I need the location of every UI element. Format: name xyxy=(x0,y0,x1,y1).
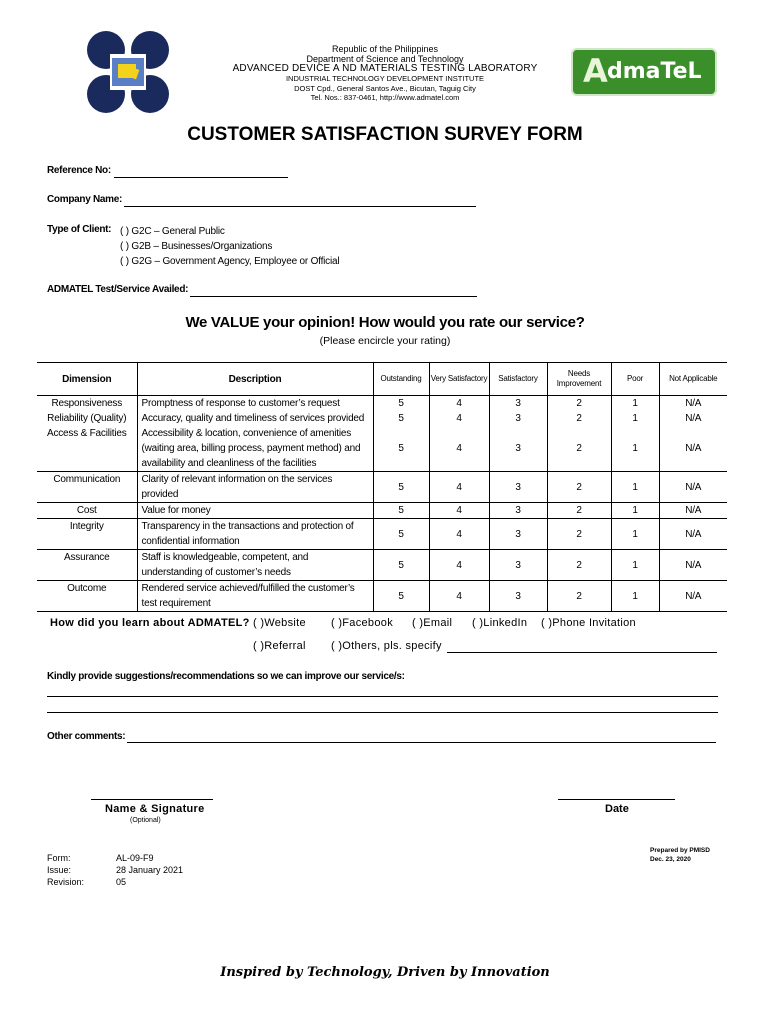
rating-5[interactable]: 5 xyxy=(373,472,429,503)
rating-5[interactable]: 5 xyxy=(373,550,429,581)
contact-text: Tel. Nos.: 837-0461, http://www.admatel.com xyxy=(310,93,460,102)
rating-4[interactable]: 4 xyxy=(429,472,489,503)
rating-na[interactable]: N/A xyxy=(659,472,727,503)
form-info-labels xyxy=(47,852,84,888)
row-description: Accessibility & location, convenience of amenities (waiting area, billing process, payment method) and availability and cleanliness of the facilities xyxy=(137,426,373,472)
rating-2[interactable]: 2 xyxy=(547,426,611,472)
rating-5[interactable]: 5 xyxy=(373,426,429,472)
admatel-logo xyxy=(571,48,717,96)
company-label: Company Name: xyxy=(47,194,123,205)
company-input[interactable] xyxy=(124,206,476,207)
rating-4[interactable]: 4 xyxy=(429,411,489,426)
rating-1[interactable]: 1 xyxy=(611,396,659,412)
table-row xyxy=(37,550,727,581)
rating-2[interactable]: 2 xyxy=(547,519,611,550)
col-very-satisfactory: Very Satisfactory xyxy=(429,363,489,396)
dost-logo xyxy=(84,28,172,116)
table-row xyxy=(37,426,727,472)
issue-label: Issue: xyxy=(47,865,72,875)
rating-1[interactable]: 1 xyxy=(611,519,659,550)
name-signature-label: Name & Signature xyxy=(105,803,205,815)
prepared-by: Prepared by PMISD xyxy=(650,847,710,854)
rating-1[interactable]: 1 xyxy=(611,550,659,581)
letterhead xyxy=(230,44,540,103)
row-description: Accuracy, quality and timeliness of services provided xyxy=(137,411,373,426)
admatel-logo-initial: A xyxy=(583,52,608,90)
revision-value: 05 xyxy=(116,877,127,887)
learn-referral[interactable]: ( )Referral xyxy=(253,640,306,652)
department-text: Department of Science and Technology xyxy=(306,54,464,64)
learn-phone[interactable]: ( )Phone Invitation xyxy=(541,617,636,629)
table-row xyxy=(37,472,727,503)
republic-text: Republic of the Philippines xyxy=(331,44,439,54)
rating-3[interactable]: 3 xyxy=(489,581,547,612)
row-dimension: Integrity xyxy=(37,519,137,550)
rating-4[interactable]: 4 xyxy=(429,550,489,581)
row-description: Transparency in the transactions and protection of confidential information xyxy=(137,519,373,550)
rating-4[interactable]: 4 xyxy=(429,519,489,550)
table-row xyxy=(37,411,727,426)
row-description: Promptness of response to customer’s request xyxy=(137,396,373,412)
learn-question: How did you learn about ADMATEL? xyxy=(50,617,250,629)
rating-1[interactable]: 1 xyxy=(611,472,659,503)
rating-3[interactable]: 3 xyxy=(489,426,547,472)
comments-label: Other comments: xyxy=(47,731,126,742)
rating-subheading: (Please encircle your rating) xyxy=(319,335,451,347)
table-row xyxy=(37,503,727,519)
col-satisfactory: Satisfactory xyxy=(489,363,547,396)
rating-3[interactable]: 3 xyxy=(489,519,547,550)
client-type-options xyxy=(120,224,339,269)
rating-5[interactable]: 5 xyxy=(373,503,429,519)
rating-2[interactable]: 2 xyxy=(547,550,611,581)
row-dimension: Cost xyxy=(37,503,137,519)
table-row xyxy=(37,581,727,612)
col-outstanding: Outstanding xyxy=(373,363,429,396)
rating-5[interactable]: 5 xyxy=(373,519,429,550)
rating-1[interactable]: 1 xyxy=(611,426,659,472)
learn-website[interactable]: ( )Website xyxy=(253,617,306,629)
rating-na[interactable]: N/A xyxy=(659,396,727,412)
prepared-date: Dec. 23, 2020 xyxy=(650,856,691,863)
reference-label: Reference No: xyxy=(47,165,111,176)
rating-1[interactable]: 1 xyxy=(611,503,659,519)
col-poor: Poor xyxy=(611,363,659,396)
learn-facebook[interactable]: ( )Facebook xyxy=(331,617,393,629)
row-dimension: Communication xyxy=(37,472,137,503)
rating-2[interactable]: 2 xyxy=(547,472,611,503)
rating-na[interactable]: N/A xyxy=(659,519,727,550)
rating-3[interactable]: 3 xyxy=(489,503,547,519)
issue-value: 28 January 2021 xyxy=(116,865,184,875)
client-option-g2g[interactable]: ( ) G2G – Government Agency, Employee or Official xyxy=(120,256,340,267)
optional-note: (Optional) xyxy=(130,817,161,824)
rating-na[interactable]: N/A xyxy=(659,411,727,426)
rating-4[interactable]: 4 xyxy=(429,396,489,412)
suggestions-line-2[interactable] xyxy=(47,712,718,713)
row-description: Value for money xyxy=(137,503,373,519)
form-label: Form: xyxy=(47,853,71,863)
tagline: Inspired by Technology, Driven by Innovation xyxy=(220,965,550,980)
rating-4[interactable]: 4 xyxy=(429,503,489,519)
row-dimension: Reliability (Quality) xyxy=(47,413,127,424)
signature-input[interactable] xyxy=(91,799,213,800)
table-header xyxy=(37,363,727,396)
rating-3[interactable]: 3 xyxy=(489,550,547,581)
form-title: CUSTOMER SATISFACTION SURVEY FORM xyxy=(187,124,583,145)
lab-name: ADVANCED DEVICE A ND MATERIALS TESTING LABORATORY xyxy=(232,63,538,74)
learn-others[interactable]: ( )Others, pls. specify xyxy=(331,640,442,652)
rating-5[interactable]: 5 xyxy=(373,411,429,426)
suggestions-line-1[interactable] xyxy=(47,696,718,697)
others-specify-input[interactable] xyxy=(447,652,717,653)
learn-linkedin[interactable]: ( )LinkedIn xyxy=(472,617,528,629)
rating-3[interactable]: 3 xyxy=(489,396,547,412)
rating-3[interactable]: 3 xyxy=(489,472,547,503)
rating-na[interactable]: N/A xyxy=(659,503,727,519)
col-needs-improvement: Needs Improvement xyxy=(547,363,611,396)
rating-4[interactable]: 4 xyxy=(429,581,489,612)
row-dimension: Responsiveness xyxy=(51,398,123,409)
revision-label: Revision: xyxy=(47,877,85,887)
row-description: Clarity of relevant information on the services provided xyxy=(137,472,373,503)
service-label: ADMATEL Test/Service Availed: xyxy=(47,284,189,295)
client-option-g2c[interactable]: ( ) G2C – General Public xyxy=(120,226,225,237)
rating-2[interactable]: 2 xyxy=(547,396,611,412)
row-dimension: Outcome xyxy=(37,581,137,612)
client-type-label: Type of Client: xyxy=(47,224,112,235)
rating-table xyxy=(37,362,727,612)
date-label: Date xyxy=(605,803,629,815)
row-description: Rendered service achieved/fulfilled the customer’s test requirement xyxy=(137,581,373,612)
institute-name: INDUSTRIAL TECHNOLOGY DEVELOPMENT INSTITUTE xyxy=(285,74,485,83)
rating-4[interactable]: 4 xyxy=(429,426,489,472)
rating-2[interactable]: 2 xyxy=(547,411,611,426)
rating-heading: We VALUE your opinion! How would you rate our service? xyxy=(185,314,585,331)
form-info-values xyxy=(116,852,183,888)
rating-1[interactable]: 1 xyxy=(611,411,659,426)
date-input[interactable] xyxy=(558,799,675,800)
client-option-g2b[interactable]: ( ) G2B – Businesses/Organizations xyxy=(120,241,273,252)
rating-2[interactable]: 2 xyxy=(547,581,611,612)
row-description: Staff is knowledgeable, competent, and understanding of customer’s needs xyxy=(137,550,373,581)
learn-email[interactable]: ( )Email xyxy=(412,617,453,629)
form-value: AL-09-F9 xyxy=(116,853,154,863)
rating-na[interactable]: N/A xyxy=(659,550,727,581)
rating-1[interactable]: 1 xyxy=(611,581,659,612)
table-row xyxy=(37,396,727,412)
row-dimension: Assurance xyxy=(37,550,137,581)
rating-5[interactable]: 5 xyxy=(373,396,429,412)
col-not-applicable: Not Applicable xyxy=(659,363,727,396)
address-text: DOST Cpd., General Santos Ave., Bicutan, Taguig City xyxy=(294,83,476,93)
admatel-logo-text: dmaTeL xyxy=(607,59,702,84)
service-input[interactable] xyxy=(190,296,477,297)
rating-3[interactable]: 3 xyxy=(489,411,547,426)
row-dimension: Access & Facilities xyxy=(37,426,137,472)
rating-na[interactable]: N/A xyxy=(659,581,727,612)
rating-2[interactable]: 2 xyxy=(547,503,611,519)
suggestions-label: Kindly provide suggestions/recommendations so we can improve our service/s: xyxy=(47,671,405,682)
comments-input[interactable] xyxy=(127,742,716,743)
reference-input[interactable] xyxy=(114,177,288,178)
col-description: Description xyxy=(137,363,373,396)
col-dimension: Dimension xyxy=(37,363,137,396)
rating-5[interactable]: 5 xyxy=(373,581,429,612)
prepared-by-note xyxy=(650,846,710,864)
rating-na[interactable]: N/A xyxy=(659,426,727,472)
table-row xyxy=(37,519,727,550)
